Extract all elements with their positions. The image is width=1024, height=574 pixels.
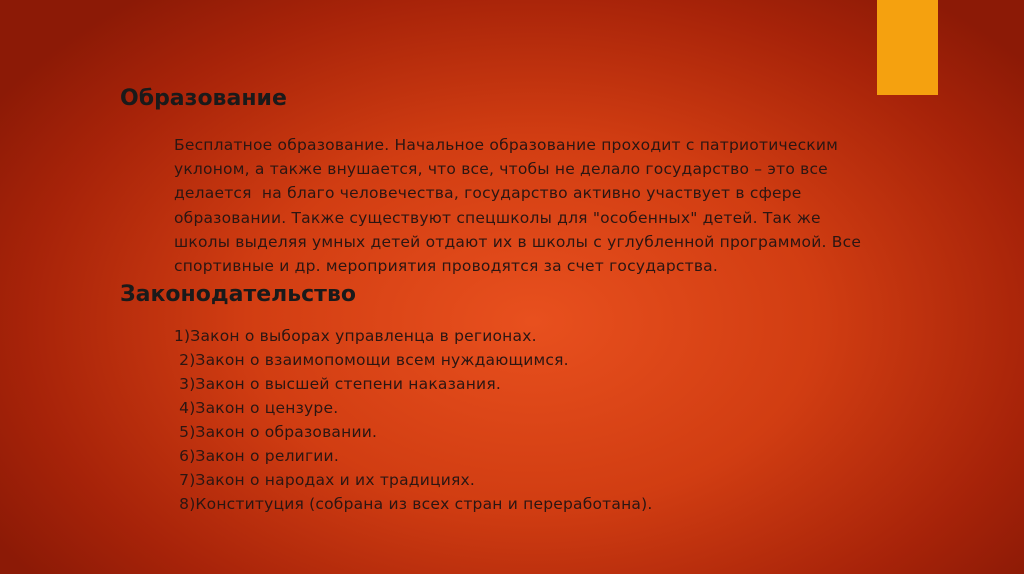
education-line: образовании. Также существуют спецшколы для "особенных" детей. Так же: [174, 208, 821, 227]
legislation-list: [174, 324, 653, 516]
law-item: 6)Закон о религии.: [174, 447, 339, 465]
education-line: уклоном, а также внушается, что все, чтобы не делало государство – это все: [174, 160, 828, 179]
education-line: спортивные и др. мероприятия проводятся за счет государства.: [174, 257, 718, 276]
law-item: 2)Закон о взаимопомощи всем нуждающимся.: [174, 351, 569, 369]
education-heading: Образование: [120, 86, 287, 111]
legislation-heading: Законодательство: [120, 282, 356, 307]
education-line: Бесплатное образование. Начальное образование проходит с патриотическим: [174, 136, 839, 154]
education-line: школы выделяя умных детей отдают их в школы с углубленной программой. Все: [174, 232, 862, 251]
education-line: делается на благо человечества, государство активно участвует в сфере: [174, 184, 802, 203]
law-item: 5)Закон о образовании.: [174, 423, 378, 441]
law-item: 8)Конституция (собрана из всех стран и переработана).: [174, 495, 653, 513]
education-paragraph: [174, 133, 974, 278]
accent-bar: [877, 0, 938, 95]
law-item: 3)Закон о высшей степени наказания.: [174, 375, 501, 393]
law-item: 4)Закон о цензуре.: [174, 399, 339, 417]
law-item: 1)Закон о выборах управленца в регионах.: [174, 327, 537, 345]
law-item: 7)Закон о народах и их традициях.: [174, 471, 476, 489]
